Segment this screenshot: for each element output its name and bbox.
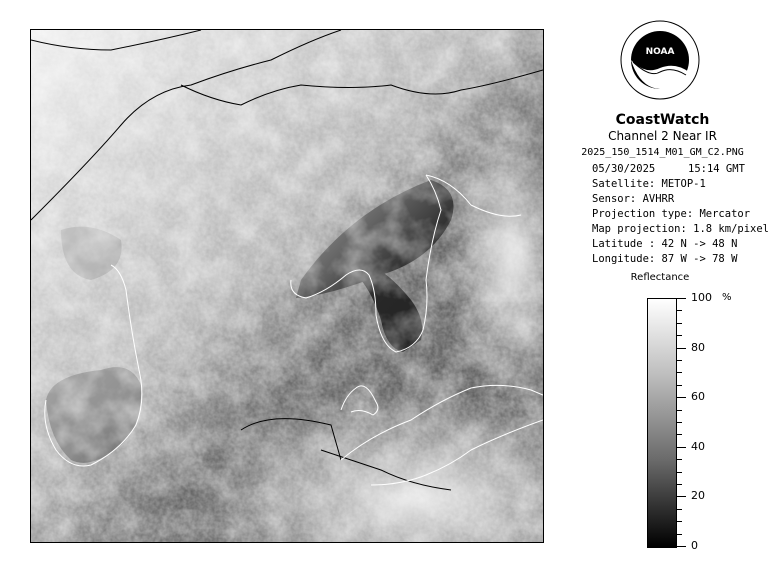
projection-type-label: Projection type: Mercator	[592, 208, 751, 220]
reflectance-colorbar	[647, 298, 677, 548]
scale-minor-tick	[677, 360, 682, 361]
logo-noaa-text: NOAA	[645, 47, 675, 57]
scale-minor-tick	[677, 323, 682, 324]
sensor-label: Sensor: AVHRR	[592, 193, 675, 205]
scale-minor-tick	[677, 434, 682, 435]
scale-tick	[677, 397, 686, 398]
scale-tick	[677, 546, 686, 547]
filename-label: 2025_150_1514_M01_GM_C2.PNG	[581, 147, 744, 158]
scale-tick-label: 100	[691, 291, 712, 304]
scale-tick	[677, 496, 686, 497]
scale-tick	[677, 348, 686, 349]
longitude-label: Longitude: 87 W -> 78 W	[592, 253, 738, 265]
satellite-label: Satellite: METOP-1	[592, 178, 706, 190]
scale-tick-label: 0	[691, 539, 698, 552]
scale-minor-tick	[677, 335, 682, 336]
scale-tick-label: 20	[691, 489, 705, 503]
scale-tick	[677, 447, 686, 448]
scale-tick-label: 80	[691, 340, 705, 354]
date-label: 05/30/2025	[592, 163, 656, 175]
scale-minor-tick	[677, 385, 682, 386]
scale-minor-tick	[677, 422, 682, 423]
latitude-label: Latitude : 42 N -> 48 N	[592, 238, 738, 250]
scale-minor-tick	[677, 410, 682, 411]
channel-label: Channel 2 Near IR	[608, 129, 717, 143]
time-label: 15:14 GMT	[688, 163, 745, 175]
scale-tick	[677, 298, 686, 299]
noaa-logo	[620, 20, 700, 100]
satellite-image	[30, 29, 544, 543]
scale-minor-tick	[677, 372, 682, 373]
map-canvas	[31, 30, 543, 542]
scale-minor-tick	[677, 534, 682, 535]
scale-minor-tick	[677, 310, 682, 311]
scale-tick-label: 60	[691, 390, 705, 404]
scale-minor-tick	[677, 484, 682, 485]
scale-minor-tick	[677, 459, 682, 460]
cloud-texture	[31, 30, 543, 542]
map-projection-label: Map projection: 1.8 km/pixel	[592, 223, 770, 235]
scale-minor-tick	[677, 472, 682, 473]
scale-minor-tick	[677, 509, 682, 510]
scale-minor-tick	[677, 521, 682, 522]
scale-title: Reflectance	[630, 272, 690, 283]
product-title: CoastWatch	[615, 112, 710, 128]
scale-unit: %	[722, 292, 732, 303]
scale-tick-label: 40	[691, 439, 705, 453]
